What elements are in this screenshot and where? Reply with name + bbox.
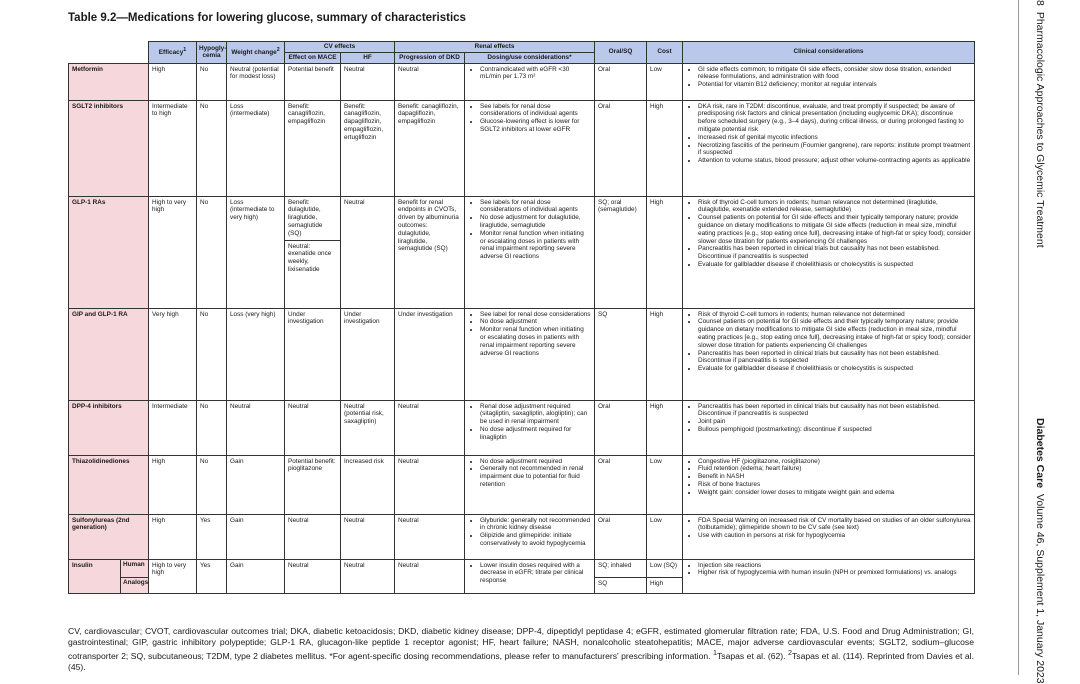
- dosing-item: • See label for renal dose considerations: [480, 311, 591, 319]
- efficacy-cell: High: [149, 514, 197, 559]
- hypoglycemia-cell: No: [197, 100, 227, 196]
- weight-cell: Loss (very high): [227, 308, 285, 400]
- clinical-item: • Risk of thyroid C-cell tumors in rodents; human relevance not determined: [698, 311, 971, 319]
- table-row-sglt2: [69, 100, 975, 196]
- dosing-cell: [465, 455, 595, 514]
- dosing-cell: [465, 514, 595, 559]
- hypoglycemia-cell: Yes: [197, 559, 227, 593]
- dkd-cell: Neutral: [395, 455, 465, 514]
- header-hf: HF: [341, 52, 395, 63]
- dosing-item: • No dose adjustment required: [480, 458, 591, 466]
- dkd-cell: Neutral: [395, 400, 465, 455]
- sidebar-section-title: 8Pharmacologic Approaches to Glycemic Treatment: [1034, 0, 1046, 248]
- clinical-cell: [683, 196, 975, 308]
- clinical-item: • Fluid retention (edema; heart failure): [698, 465, 971, 473]
- weight-cell: Gain: [227, 514, 285, 559]
- footnote-ref1-mark: 1: [713, 649, 717, 657]
- insulin-human-label: Human: [121, 559, 149, 577]
- mace-cell: Under investigation: [285, 308, 341, 400]
- hypoglycemia-cell: No: [197, 400, 227, 455]
- dosing-item: • Glipizide and glimepiride: initiate conservatively to avoid hypoglycemia: [480, 532, 591, 548]
- clinical-item: • Counsel patients on potential for GI side effects and their typically temporary nature; provide guidance on dietary modifications to mitigate GI side effects (reduction in meal size, mindful eating practices [e.g., stop eating once full], decreasing intake of high-fat or spicy food); consider slower dose titration for patients experiencing GI challenges: [698, 318, 971, 349]
- route-cell: Oral: [595, 100, 647, 196]
- table-row-gip-glp1: [69, 308, 975, 400]
- dosing-cell: [465, 308, 595, 400]
- weight-cell: Loss (intermediate to very high): [227, 196, 285, 308]
- clinical-item: • Risk of bone fractures: [698, 481, 971, 489]
- dosing-item: • Monitor renal function when initiating or escalating doses in patients with renal impairment reporting severe adverse GI reactions: [480, 230, 591, 261]
- hf-cell: Neutral: [341, 196, 395, 308]
- hypoglycemia-cell: No: [197, 196, 227, 308]
- header-efficacy: Efficacy$^1$: [149, 42, 197, 64]
- clinical-item: • Bullous pemphigoid (postmarketing): discontinue if suspected: [698, 426, 971, 434]
- header-renal-effects: Renal effects: [395, 42, 595, 53]
- drug-name: DPP-4 inhibitors: [69, 400, 149, 455]
- cost-cell-human: Low (SQ): [647, 559, 683, 577]
- footnote-ref1: Tsapas et al. (62).: [716, 650, 786, 661]
- drug-name: Insulin: [69, 559, 121, 593]
- dkd-cell: Benefit: canagliflozin, dapagliflozin, empagliflozin: [395, 100, 465, 196]
- clinical-item: • Potential for vitamin B12 deficiency; monitor at regular intervals: [698, 81, 971, 89]
- header-mace: Effect on MACE: [285, 52, 341, 63]
- dkd-cell: Neutral: [395, 559, 465, 593]
- dosing-cell: [465, 400, 595, 455]
- mace-cell: Potential benefit: [285, 63, 341, 100]
- clinical-item: • Pancreatitis has been reported in clinical trials but causality has not been established. Discontinue if pancreatitis is suspected: [698, 350, 971, 366]
- mace-cell: Neutral: [285, 514, 341, 559]
- header-blank: [69, 42, 149, 64]
- header-cv-effects: CV effects: [285, 42, 395, 53]
- hypoglycemia-cell: Yes: [197, 514, 227, 559]
- hf-cell: Benefit: canagliflozin, dapagliflozin, empagliflozin, ertugliflozin: [341, 100, 395, 196]
- table-row-glp1: [69, 196, 975, 308]
- clinical-cell: [683, 100, 975, 196]
- cost-cell-analogs: High: [647, 577, 683, 593]
- header-weight-change: Weight change$^2$: [227, 42, 285, 64]
- dosing-cell: [465, 63, 595, 100]
- clinical-item: • DKA risk, rare in T2DM: discontinue, evaluate, and treat promptly if suspected; be aware of predisposing risk factors and clinical presentation (including euglycemic DKA); discontinue before scheduled surgery (e.g., 3–4 days), during critical illness, or during prolonged fasting to mitigate potential risk: [698, 103, 971, 134]
- hf-cell: Increased risk: [341, 455, 395, 514]
- sidebar-divider: [1018, 0, 1019, 675]
- dosing-item: • No dose adjustment: [480, 318, 591, 326]
- dosing-cell: [465, 196, 595, 308]
- drug-name: GIP and GLP-1 RA: [69, 308, 149, 400]
- hf-cell: Under investigation: [341, 308, 395, 400]
- header-dosing: Dosing/use considerations*: [465, 52, 595, 63]
- clinical-cell: [683, 455, 975, 514]
- clinical-item: • Pancreatitis has been reported in clinical trials but causality has not been established. Discontinue if pancreatitis is suspected: [698, 245, 971, 261]
- dosing-item: • Lower insulin doses required with a decrease in eGFR; titrate per clinical response: [480, 562, 591, 585]
- route-cell: Oral: [595, 63, 647, 100]
- clinical-cell: [683, 400, 975, 455]
- dosing-item: • Renal dose adjustment required (sitagliptin, saxagliptin, alogliptin); can be used in renal impairment: [480, 403, 591, 426]
- weight-cell: Neutral: [227, 400, 285, 455]
- route-cell-human: SQ; inhaled: [595, 559, 647, 577]
- weight-cell: Loss (intermediate): [227, 100, 285, 196]
- route-cell: SQ: [595, 308, 647, 400]
- dosing-item: • Monitor renal function when initiating or escalating doses in patients with renal impairment reporting severe adverse GI reactions: [480, 326, 591, 357]
- table-row-metformin: [69, 63, 975, 100]
- clinical-item: • Injection site reactions: [698, 562, 971, 570]
- drug-name: SGLT2 inhibitors: [69, 100, 149, 196]
- dosing-item: • Glyburide: generally not recommended in chronic kidney disease: [480, 517, 591, 533]
- efficacy-cell: High: [149, 63, 197, 100]
- header-clinical: Clinical considerations: [683, 42, 975, 64]
- dosing-item: • No dose adjustment required for linagliptin: [480, 426, 591, 442]
- cost-cell: High: [647, 196, 683, 308]
- dkd-cell: Under investigation: [395, 308, 465, 400]
- route-cell-analogs: SQ: [595, 577, 647, 593]
- efficacy-cell: High: [149, 455, 197, 514]
- drug-name: Metformin: [69, 63, 149, 100]
- clinical-item: • Attention to volume status, blood pressure; adjust other volume-contracting agents as applicable: [698, 157, 971, 165]
- table-footnote: [68, 626, 974, 673]
- table-row-thiazolidinediones: [69, 455, 975, 514]
- clinical-item: • Evaluate for gallbladder disease if cholelithiasis or cholecystitis is suspected: [698, 365, 971, 373]
- table-row-dpp4: [69, 400, 975, 455]
- route-cell: Oral: [595, 455, 647, 514]
- cost-cell: Low: [647, 455, 683, 514]
- mace-cell: Neutral: [285, 559, 341, 593]
- efficacy-cell: Intermediate: [149, 400, 197, 455]
- clinical-item: • Necrotizing fasciitis of the perineum (Fournier gangrene), rare reports: institute prompt treatment if suspected: [698, 142, 971, 158]
- dosing-item: • See labels for renal dose considerations of individual agents: [480, 103, 591, 119]
- hypoglycemia-cell: No: [197, 455, 227, 514]
- cost-cell: Low: [647, 63, 683, 100]
- clinical-item: • Evaluate for gallbladder disease if cholelithiasis or cholecystitis is suspected: [698, 261, 971, 269]
- hypoglycemia-cell: No: [197, 63, 227, 100]
- mace-benefit: Benefit: dulaglutide, liraglutide, semaglutide (SQ): [285, 197, 340, 241]
- mace-neutral: Neutral: exenatide once weekly, lixisenatide: [288, 242, 332, 273]
- journal-name: Diabetes Care: [1034, 418, 1046, 489]
- clinical-cell: [683, 514, 975, 559]
- cost-cell: Low: [647, 514, 683, 559]
- clinical-item: • Counsel patients on potential for GI side effects and their typically temporary nature; provide guidance on dietary modifications to mitigate GI side effects (reduction in meal size, mindful eating practices [e.g., stop eating once full], decreasing intake of high-fat or spicy food); consider slower dose titration for patients experiencing GI challenges: [698, 214, 971, 245]
- dosing-item: • Contraindicated with eGFR <30 mL/min per 1.73 m²: [480, 66, 591, 82]
- efficacy-cell: Very high: [149, 308, 197, 400]
- sidebar-journal: [1034, 418, 1046, 684]
- weight-cell: Gain: [227, 559, 285, 593]
- footnote-abbreviations: CV, cardiovascular; CVOT, cardiovascular outcomes trial; DKA, diabetic ketoacidosis; DKD, diabetic kidney disease; DPP-4, dipeptidyl peptidase 4; eGFR, estimated glomerular filtration rate; FDA, U.S. Food and Drug Administration; GI, gastrointestinal; GIP, gastric inhibitory polypeptide; GLP-1 RA, glucagon-like peptide 1 receptor agonist; HF, heart failure; NASH, nonalcoholic steatohepatitis; MACE, major adverse cardiovascular events; SGLT2, sodium–glucose cotransporter 2; SQ, subcutaneous; T2DM, type 2 diabetes mellitus. *For agent-specific dosing recommendations, please refer to manufacturers' prescribing information.: [68, 626, 974, 661]
- weight-cell: Gain: [227, 455, 285, 514]
- clinical-item: • Higher risk of hypoglycemia with human insulin (NPH or premixed formulations) vs. analogs: [698, 569, 971, 577]
- clinical-item: • Use with caution in persons at risk for hypoglycemia: [698, 532, 971, 540]
- hf-cell: Neutral (potential risk, saxagliptin): [341, 400, 395, 455]
- dosing-item: • No dose adjustment for dulaglutide, liraglutide, semaglutide: [480, 214, 591, 230]
- dosing-item: • See labels for renal dose considerations of individual agents: [480, 199, 591, 215]
- clinical-cell: [683, 308, 975, 400]
- header-cost: Cost: [647, 42, 683, 64]
- hypoglycemia-cell: No: [197, 308, 227, 400]
- clinical-item: • FDA Special Warning on increased risk of CV mortality based on studies of an older sulfonylurea (tolbutamide); glimepiride shown to be CV safe (see text): [698, 517, 971, 533]
- table-row-insulin-human: [69, 559, 975, 577]
- cost-cell: High: [647, 308, 683, 400]
- journal-volume: Volume 46, Supplement 1, January 2023: [1034, 493, 1046, 684]
- efficacy-cell: High to very high: [149, 196, 197, 308]
- mace-cell: Potential benefit: pioglitazone: [285, 455, 341, 514]
- route-cell: Oral: [595, 400, 647, 455]
- drug-name: Sulfonylureas (2nd generation): [69, 514, 149, 559]
- mace-cell: [285, 196, 341, 308]
- cost-cell: High: [647, 100, 683, 196]
- dosing-cell: [465, 559, 595, 593]
- table-title: Table 9.2—Medications for lowering glucose, summary of characteristics: [68, 12, 466, 24]
- dkd-cell: Neutral: [395, 514, 465, 559]
- clinical-item: • Pancreatitis has been reported in clinical trials but causality has not been established. Discontinue if pancreatitis is suspected: [698, 403, 971, 419]
- medications-table: [68, 41, 975, 594]
- cost-cell: High: [647, 400, 683, 455]
- hf-cell: Neutral: [341, 514, 395, 559]
- clinical-item: • Joint pain: [698, 418, 971, 426]
- clinical-item: • Congestive HF (pioglitazone, rosiglitazone): [698, 458, 971, 466]
- header-hypoglycemia: Hypogly-cemia: [197, 42, 227, 64]
- dosing-cell: [465, 100, 595, 196]
- drug-name: GLP-1 RAs: [69, 196, 149, 308]
- dkd-cell: Benefit for renal endpoints in CVOTs, driven by albuminuria outcomes: dulaglutide, liraglutide, semaglutide (SQ): [395, 196, 465, 308]
- mace-cell: Neutral: [285, 400, 341, 455]
- clinical-cell: [683, 559, 975, 593]
- clinical-item: • Increased risk of genital mycotic infections: [698, 134, 971, 142]
- clinical-item: • GI side effects common; to mitigate GI side effects, consider slow dose titration, extended release formulations, and administration with food: [698, 66, 971, 82]
- sidebar-page-number: 8: [1034, 0, 1046, 6]
- efficacy-cell: High to very high: [149, 559, 197, 593]
- footnote-ref2-mark: 2: [788, 649, 792, 657]
- clinical-item: • Weight gain: consider lower doses to mitigate weight gain and edema: [698, 489, 971, 497]
- table-row-sulfonylureas: [69, 514, 975, 559]
- clinical-cell: [683, 63, 975, 100]
- weight-cell: Neutral (potential for modest loss): [227, 63, 285, 100]
- efficacy-cell: Intermediate to high: [149, 100, 197, 196]
- header-dkd: Progression of DKD: [395, 52, 465, 63]
- dkd-cell: Neutral: [395, 63, 465, 100]
- hf-cell: Neutral: [341, 63, 395, 100]
- route-cell: SQ; oral (semaglutide): [595, 196, 647, 308]
- clinical-item: • Risk of thyroid C-cell tumors in rodents; human relevance not determined (liraglutide, dulaglutide, exenatide extended release, semaglutide): [698, 199, 971, 215]
- route-cell: Oral: [595, 514, 647, 559]
- insulin-analogs-label: Analogs: [121, 577, 149, 593]
- footnote-ref2: Tsapas et al. (114). Reprinted from Davies et al. (45).: [68, 650, 974, 672]
- dosing-item: • Generally not recommended in renal impairment due to potential for fluid retention: [480, 465, 591, 488]
- mace-cell: Benefit: canagliflozin, empagliflozin: [285, 100, 341, 196]
- hf-cell: Neutral: [341, 559, 395, 593]
- dosing-item: • Glucose-lowering effect is lower for SGLT2 inhibitors at lower eGFR: [480, 118, 591, 134]
- clinical-item: • Benefit in NASH: [698, 473, 971, 481]
- header-oral-sq: Oral/SQ: [595, 42, 647, 64]
- drug-name: Thiazolidinediones: [69, 455, 149, 514]
